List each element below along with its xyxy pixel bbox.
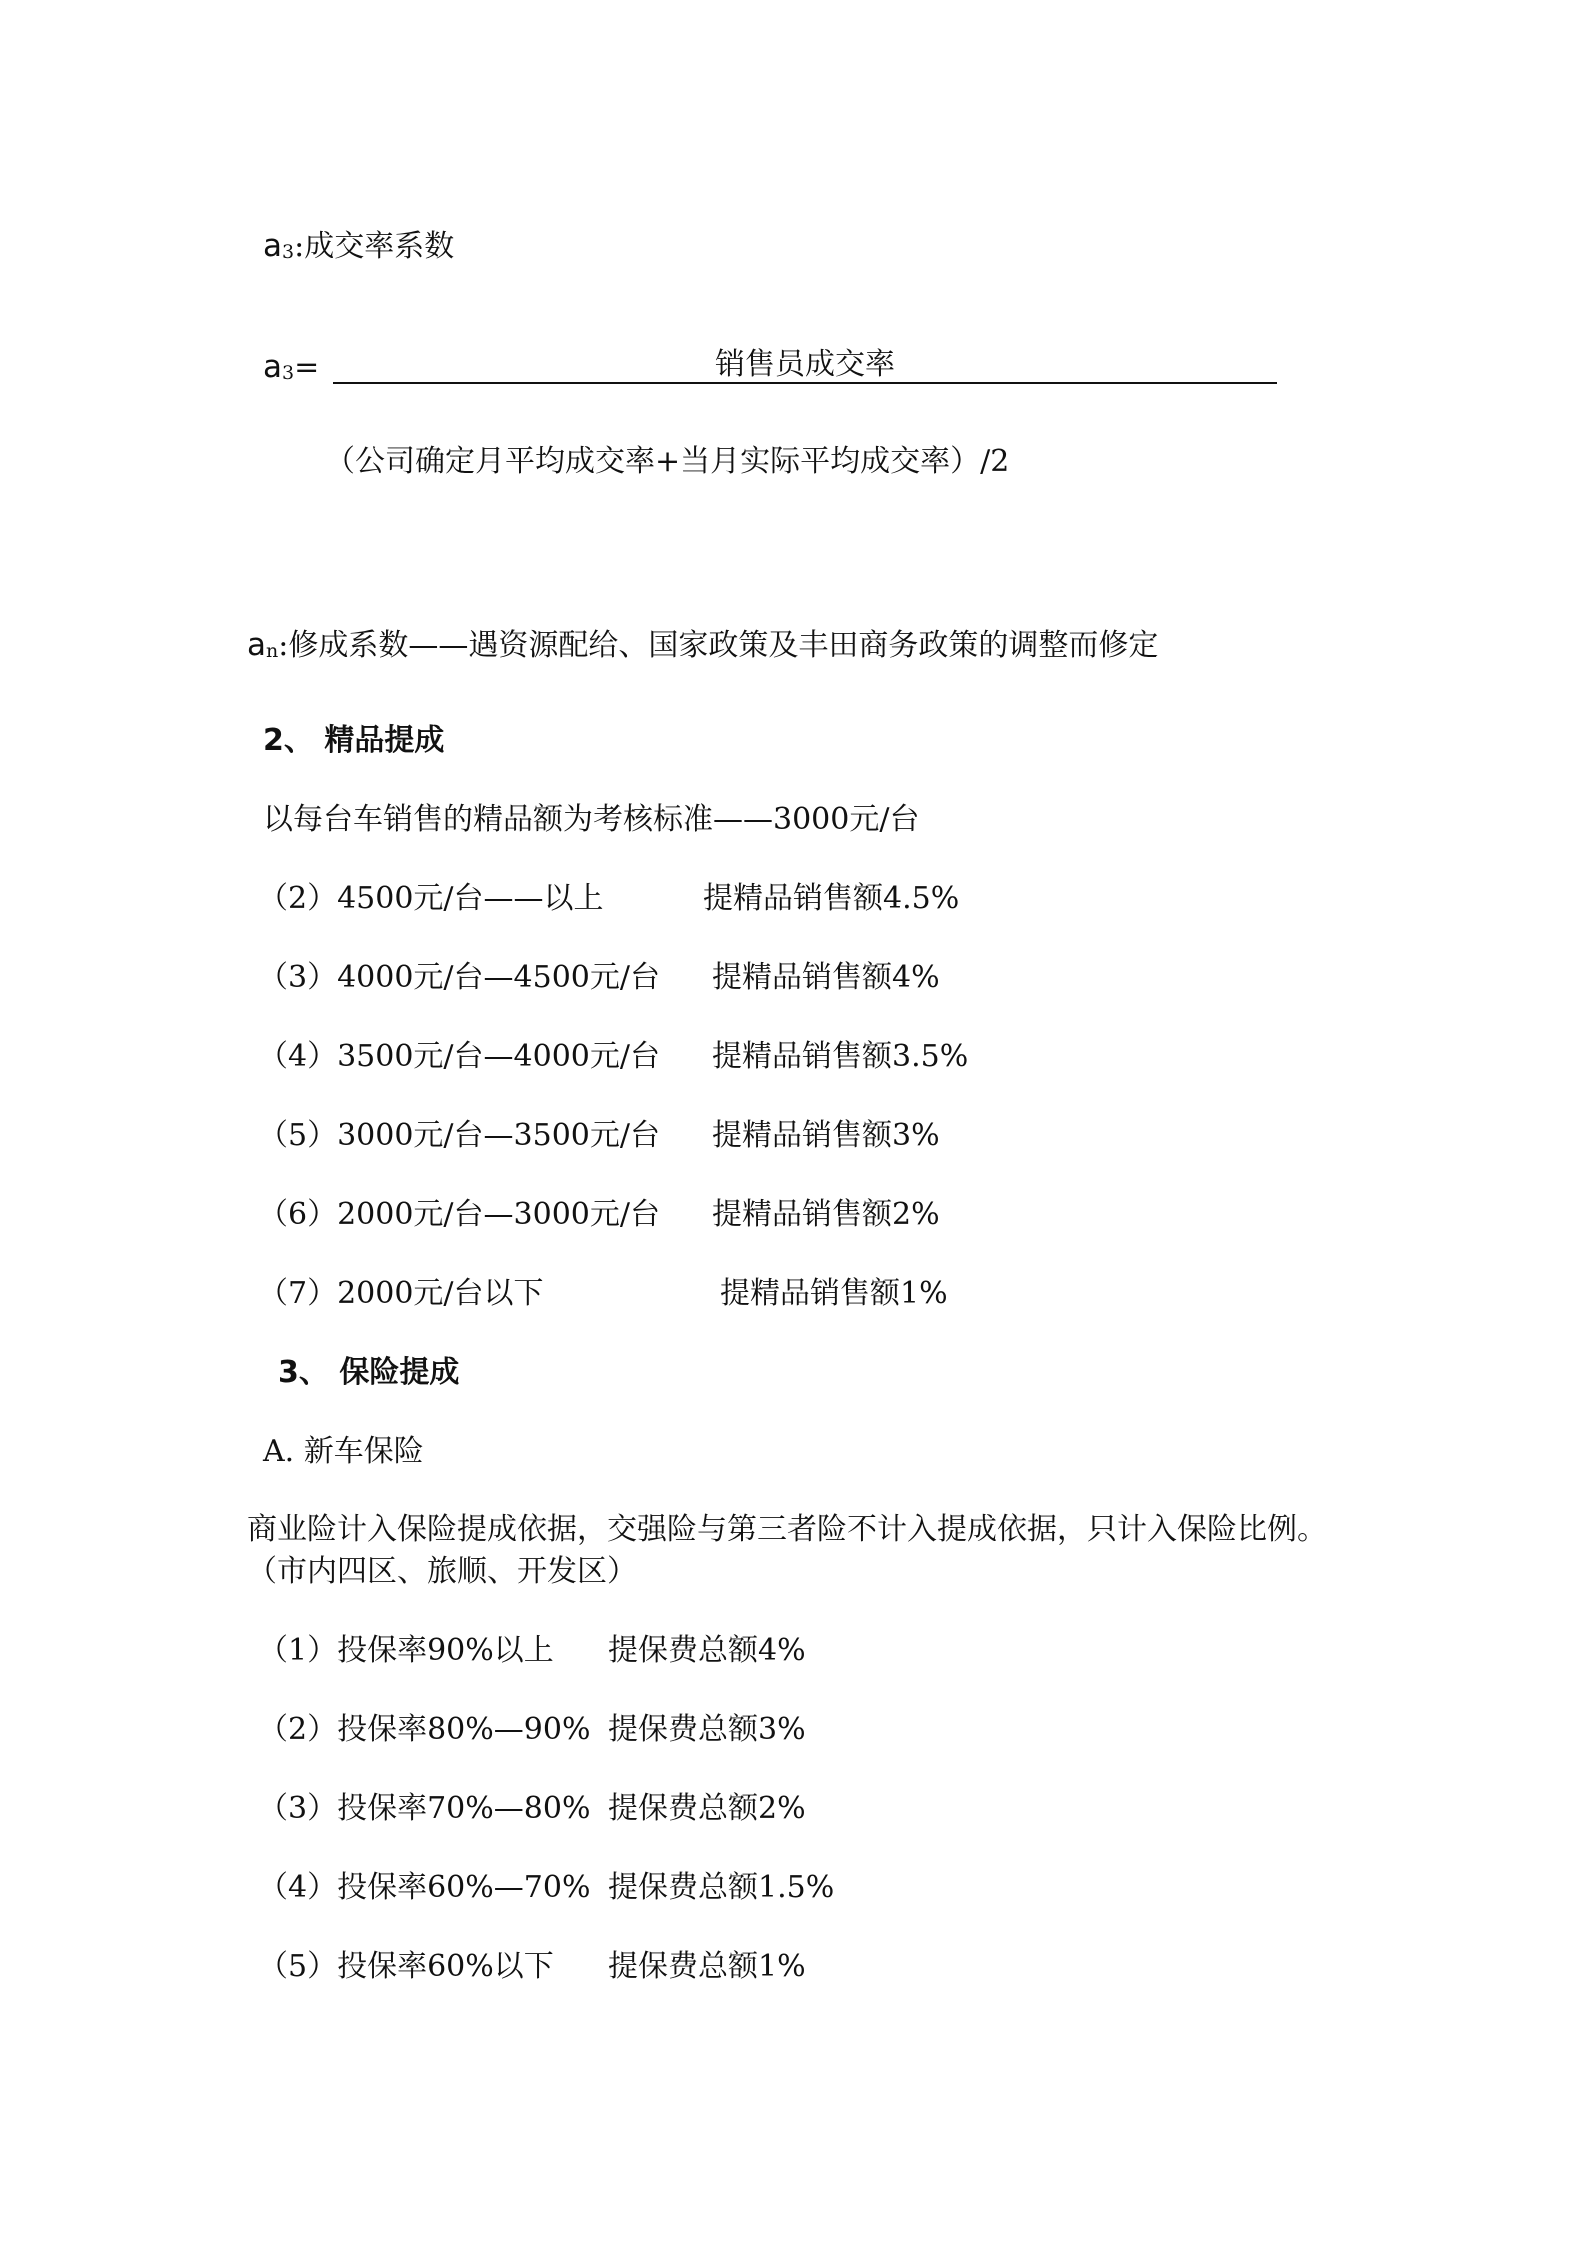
a3-formula-equals: = [294,350,320,385]
section2-row-rate: 提精品销售额2% [712,1197,940,1232]
a3-symbol: a [263,228,282,264]
an-definition [247,625,1158,671]
section3-subheading: A. 新车保险 [263,1434,424,1469]
section3-row-rate: 提保费总额1% [608,1949,806,1984]
section3-row-rate: 提保费总额1.5% [608,1870,835,1905]
a3-subscript: 3 [282,241,295,263]
section2-row-range: （4）3500元/台—4000元/台 [258,1039,660,1074]
section2-intro: 以每台车销售的精品额为考核标准——3000元/台 [263,802,920,837]
section2-heading: 2、 精品提成 [263,723,445,758]
section3-row-range: （5）投保率60%以下 [258,1949,554,1984]
section3-row-range: （1）投保率90%以上 [258,1633,554,1668]
an-symbol: a [247,627,266,663]
section3-row-range: （2）投保率80%—90% [258,1712,591,1747]
a3-formula-numerator: 销售员成交率 [715,347,895,382]
section3-row-range: （3）投保率70%—80% [258,1791,591,1826]
section2-row-rate: 提精品销售额3% [712,1118,940,1153]
a3-formula-subscript: 3 [282,362,295,384]
a3-definition-text: :成交率系数 [294,229,455,264]
section3-row-rate: 提保费总额4% [608,1633,806,1668]
section2-row-range: （3）4000元/台—4500元/台 [258,960,660,995]
section2-row-range: （5）3000元/台—3500元/台 [258,1118,660,1153]
section2-row-rate: 提精品销售额3.5% [712,1039,969,1074]
section2-row-rate: 提精品销售额4% [712,960,940,995]
section3-row-range: （4）投保率60%—70% [258,1870,591,1905]
an-subscript: n [266,640,279,662]
a3-definition [263,226,454,272]
section2-row-range: （7）2000元/台以下 [258,1276,544,1311]
section2-row-range: （2）4500元/台——以上 [258,881,604,916]
a3-formula-denominator: （公司确定月平均成交率+当月实际平均成交率）/2 [325,444,1010,479]
fraction-bar [333,382,1277,384]
an-definition-text: :修成系数——遇资源配给、国家政策及丰田商务政策的调整而修定 [278,628,1159,663]
a3-formula-symbol: a [263,349,282,385]
section3-heading: 3、 保险提成 [278,1355,460,1390]
section3-row-rate: 提保费总额3% [608,1712,806,1747]
section2-row-rate: 提精品销售额4.5% [703,881,960,916]
section2-row-range: （6）2000元/台—3000元/台 [258,1197,660,1232]
section3-paragraph-line1: 商业险计入保险提成依据，交强险与第三者险不计入提成依据，只计入保险比例。 [247,1512,1327,1547]
a3-formula-lhs [263,347,319,393]
section3-paragraph-line2: （市内四区、旅顺、开发区） [247,1554,637,1589]
section2-row-rate: 提精品销售额1% [720,1276,948,1311]
section3-row-rate: 提保费总额2% [608,1791,806,1826]
